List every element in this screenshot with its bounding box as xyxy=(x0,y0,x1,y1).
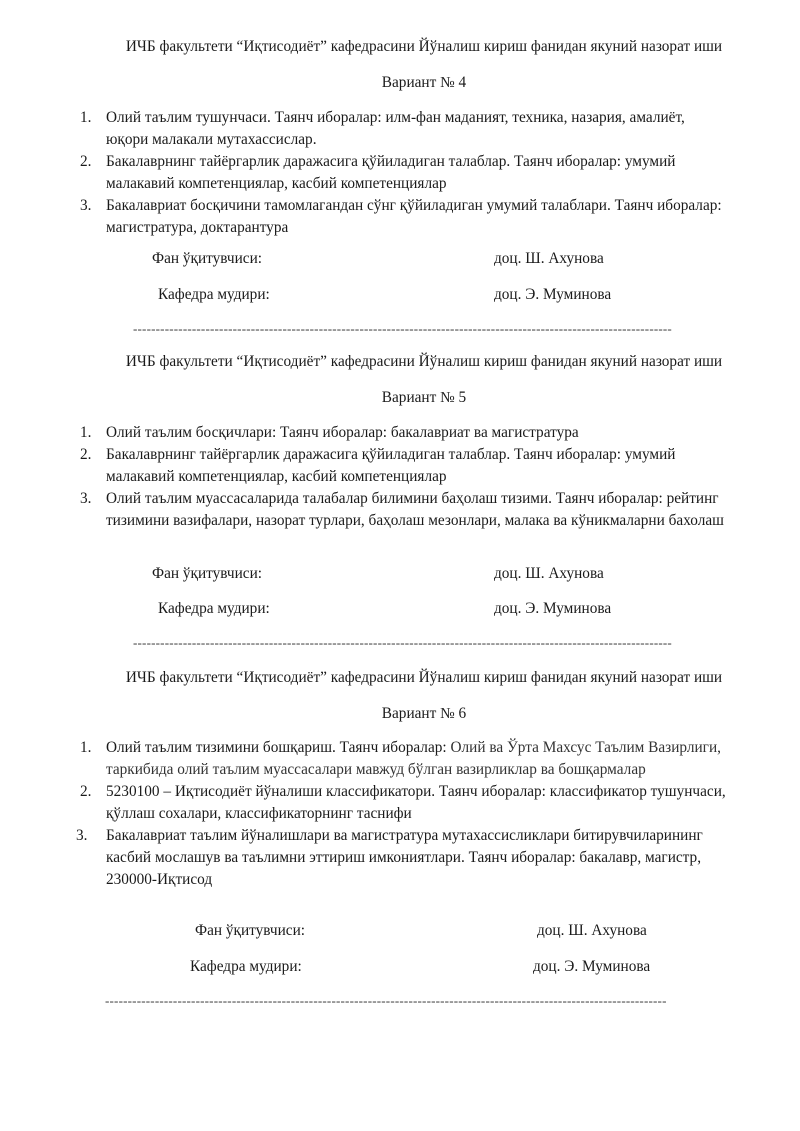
variant-number: Вариант № 5 xyxy=(381,389,467,406)
question-number: 3. xyxy=(76,827,88,844)
question-list xyxy=(80,107,730,239)
question-item xyxy=(80,107,730,151)
question-text: Олий таълим тизимини бошқариш. Таянч иборалар: xyxy=(106,739,451,756)
teacher-name: доц. Ш. Ахунова xyxy=(494,565,604,582)
question-item xyxy=(80,488,730,532)
question-item xyxy=(80,151,730,195)
separator-line: ----------------------------------------------------------------------------------------------------------------------- xyxy=(133,635,672,650)
teacher-label: Фан ўқитувчиси: xyxy=(152,565,263,582)
question-text: 5230100 – Иқтисодиёт йўналиши классификатори. Таянч иборалар: классификатор тушунчаси, қўллаш сохалари, классификаторнинг таснифи xyxy=(106,783,726,822)
question-item xyxy=(80,444,730,488)
question-list xyxy=(76,737,730,891)
question-item xyxy=(76,825,730,891)
question-item xyxy=(80,422,730,444)
section-heading: ИЧБ факультети “Иқтисодиёт” кафедрасини Йўналиш кириш фанидан якуний назорат иши xyxy=(125,669,723,686)
teacher-label: Фан ўқитувчиси: xyxy=(195,922,306,939)
question-list xyxy=(80,422,730,532)
question-number: 1. xyxy=(80,109,92,126)
question-number: 2. xyxy=(80,783,92,800)
head-label: Кафедра мудири: xyxy=(158,600,270,617)
question-text: Бакалавриат таълим йўналишлари ва магистратура мутахассисликлари битирувчиларининг касбий мослашув ва таълимни эттириш имкониятлари. Таянч иборалар: бакалавр, магистр, 230000-Иқтисод xyxy=(106,827,703,888)
question-text: Олий таълим муассасаларида талабалар билимини баҳолаш тизими. Таянч иборалар: рейтинг тизимини вазифалари, назорат турлари, баҳолаш мезонлари, малака ва кўникмаларни бахолаш xyxy=(106,490,724,529)
question-item xyxy=(80,195,730,239)
teacher-label: Фан ўқитувчиси: xyxy=(152,250,263,267)
question-number: 3. xyxy=(80,490,92,507)
teacher-name: доц. Ш. Ахунова xyxy=(494,250,604,267)
head-label: Кафедра мудири: xyxy=(190,958,302,975)
question-text: Олий таълим босқичлари: Таянч иборалар: бакалавриат ва магистратура xyxy=(106,424,579,441)
head-label: Кафедра мудири: xyxy=(158,286,270,303)
question-item xyxy=(80,737,730,781)
question-text-continued: Олий ва Ўрта Махсус Таълим Вазирлиги, таркибида олий таълим муассасалари мавжуд бўлган вазирликлар ва бошқармалар xyxy=(106,739,721,778)
question-number: 1. xyxy=(80,739,92,756)
question-text: Бакалаврнинг тайёргарлик даражасига қўйиладиган талаблар. Таянч иборалар: умумий малакавий компетенциялар, касбий компетенциялар xyxy=(106,153,676,192)
head-name: доц. Э. Муминова xyxy=(494,286,612,303)
head-name: доц. Э. Муминова xyxy=(494,600,612,617)
question-number: 2. xyxy=(80,153,92,170)
question-number: 1. xyxy=(80,424,92,441)
question-number: 3. xyxy=(80,197,92,214)
separator-line: ----------------------------------------------------------------------------------------------------------------------- xyxy=(133,321,672,336)
variant-number: Вариант № 6 xyxy=(381,705,467,722)
question-text: Бакалавриат босқичини тамомлагандан сўнг қўйиладиган умумий талаблари. Таянч иборалар: магистратура, доктарантура xyxy=(106,197,722,236)
question-number: 2. xyxy=(80,446,92,463)
head-name: доц. Э. Муминова xyxy=(533,958,651,975)
section-heading: ИЧБ факультети “Иқтисодиёт” кафедрасини Йўналиш кириш фанидан якуний назорат иши xyxy=(125,353,723,370)
question-text: Бакалаврнинг тайёргарлик даражасига қўйиладиган талаблар. Таянч иборалар: умумий малакавий компетенциялар, касбий компетенциялар xyxy=(106,446,676,485)
variant-number: Вариант № 4 xyxy=(381,74,467,91)
question-text: Олий таълим тушунчаси. Таянч иборалар: илм-фан маданият, техника, назария, амалиёт, юқори малакали мутахассислар. xyxy=(106,109,685,148)
section-heading: ИЧБ факультети “Иқтисодиёт” кафедрасини Йўналиш кириш фанидан якуний назорат иши xyxy=(125,38,723,55)
question-item xyxy=(80,781,730,825)
separator-line: ---------------------------------------------------------------------------------------------------------------------------- xyxy=(105,993,667,1008)
teacher-name: доц. Ш. Ахунова xyxy=(537,922,647,939)
